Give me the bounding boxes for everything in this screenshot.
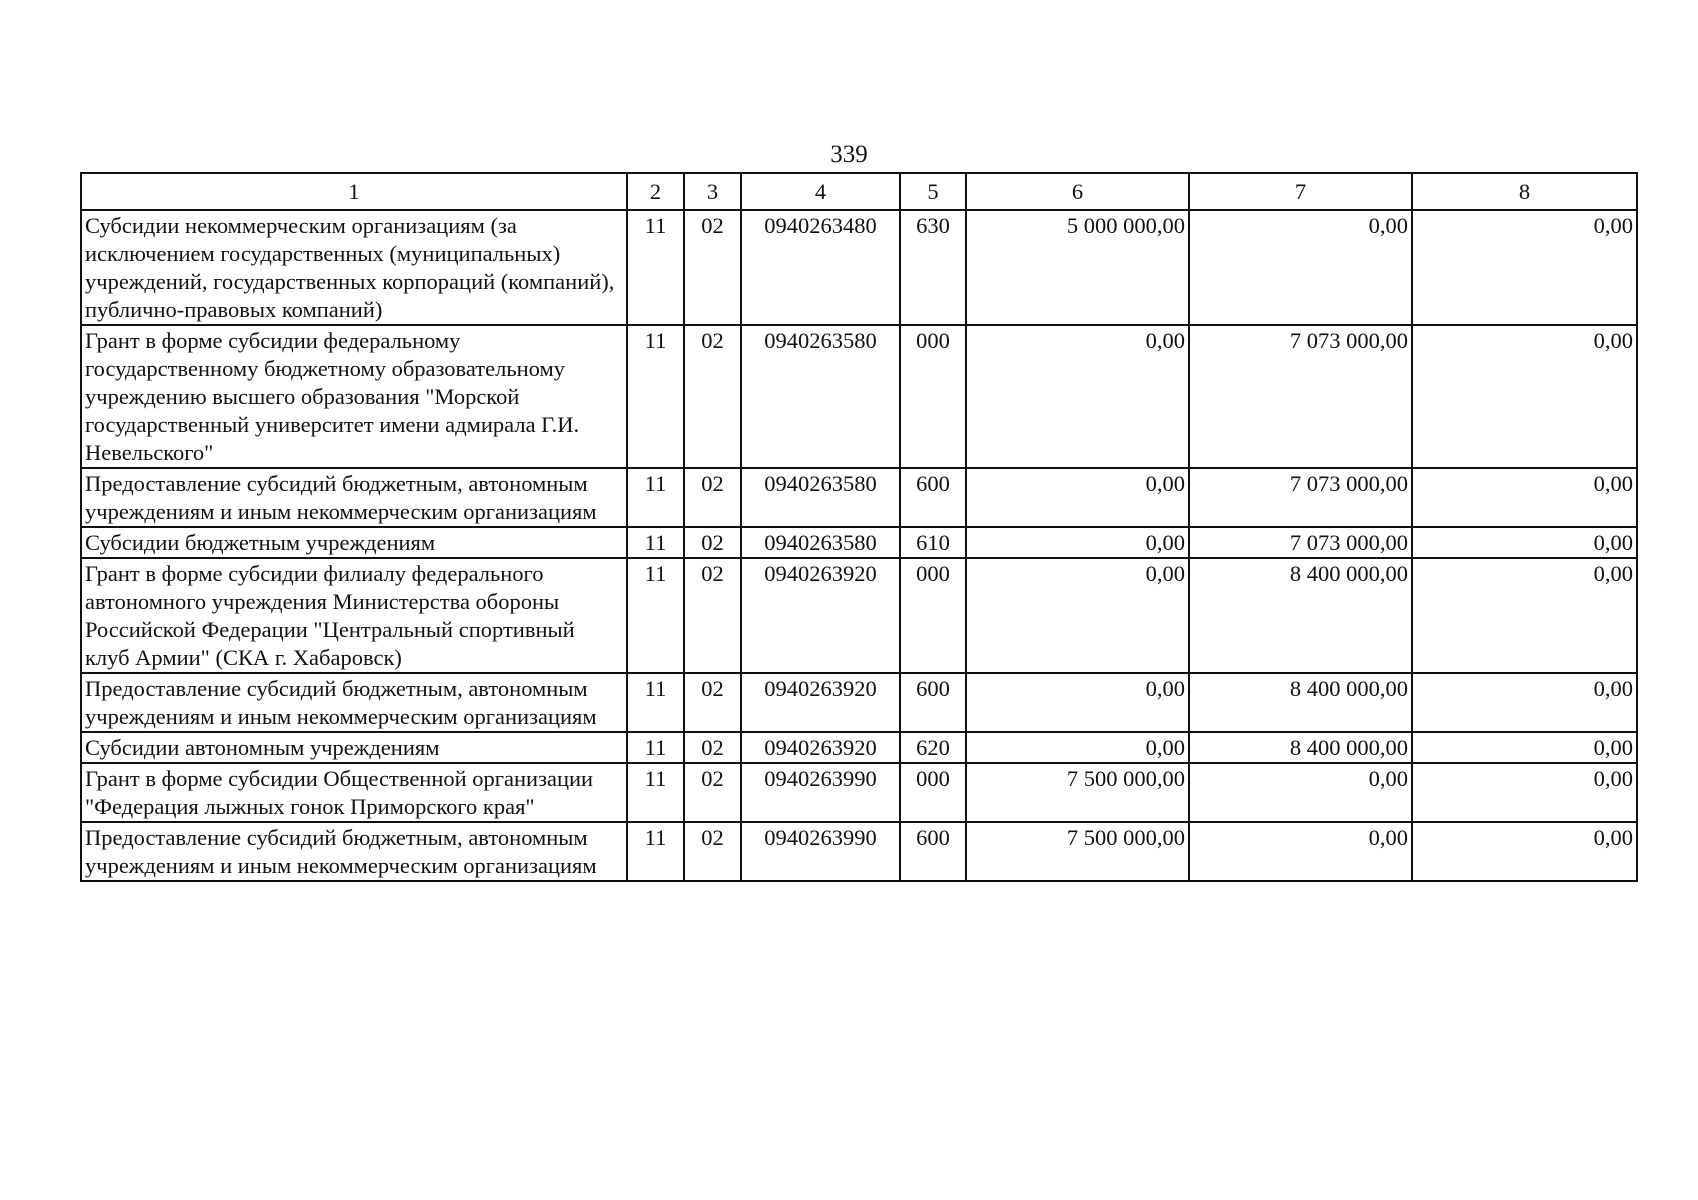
column-header-2: 2: [627, 173, 684, 210]
amount-col-7: 7 073 000,00: [1189, 325, 1412, 468]
expense-type-code: 600: [900, 673, 966, 732]
row-name: Субсидии некоммерческим организациям (за исключением государственных (муниципальных) учреждений, государственных корпораций (компаний), публично-правовых компаний): [81, 210, 627, 325]
section-code: 11: [627, 527, 684, 558]
target-article-code: 0940263580: [741, 527, 900, 558]
column-header-4: 4: [741, 173, 900, 210]
subsection-code: 02: [684, 732, 741, 763]
expense-type-code: 000: [900, 763, 966, 822]
expense-type-code: 630: [900, 210, 966, 325]
amount-col-7: 8 400 000,00: [1189, 558, 1412, 673]
section-code: 11: [627, 673, 684, 732]
header-row: [81, 173, 1637, 210]
amount-col-8: 0,00: [1412, 732, 1637, 763]
section-code: 11: [627, 558, 684, 673]
amount-col-8: 0,00: [1412, 210, 1637, 325]
table-row: [81, 210, 1637, 325]
column-header-1: 1: [81, 173, 627, 210]
subsection-code: 02: [684, 822, 741, 881]
amount-col-8: 0,00: [1412, 673, 1637, 732]
amount-col-6: 0,00: [966, 732, 1189, 763]
expense-type-code: 000: [900, 325, 966, 468]
row-name: Предоставление субсидий бюджетным, автономным учреждениям и иным некоммерческим организациям: [81, 673, 627, 732]
target-article-code: 0940263480: [741, 210, 900, 325]
table-row: [81, 468, 1637, 527]
amount-col-7: 8 400 000,00: [1189, 673, 1412, 732]
amount-col-6: 0,00: [966, 325, 1189, 468]
expense-type-code: 000: [900, 558, 966, 673]
row-name: Грант в форме субсидии Общественной организации "Федерация лыжных гонок Приморского края": [81, 763, 627, 822]
target-article-code: 0940263990: [741, 822, 900, 881]
section-code: 11: [627, 210, 684, 325]
subsection-code: 02: [684, 763, 741, 822]
section-code: 11: [627, 732, 684, 763]
target-article-code: 0940263920: [741, 673, 900, 732]
expense-type-code: 600: [900, 822, 966, 881]
amount-col-6: 7 500 000,00: [966, 763, 1189, 822]
row-name: Предоставление субсидий бюджетным, автономным учреждениям и иным некоммерческим организациям: [81, 822, 627, 881]
subsection-code: 02: [684, 527, 741, 558]
row-name: Субсидии автономным учреждениям: [81, 732, 627, 763]
table-row: [81, 325, 1637, 468]
subsection-code: 02: [684, 558, 741, 673]
expense-type-code: 600: [900, 468, 966, 527]
column-header-3: 3: [684, 173, 741, 210]
subsection-code: 02: [684, 468, 741, 527]
table-row: [81, 558, 1637, 673]
amount-col-6: 7 500 000,00: [966, 822, 1189, 881]
amount-col-6: 0,00: [966, 673, 1189, 732]
amount-col-6: 0,00: [966, 558, 1189, 673]
table-row: [81, 763, 1637, 822]
amount-col-6: 0,00: [966, 527, 1189, 558]
column-header-6: 6: [966, 173, 1189, 210]
section-code: 11: [627, 325, 684, 468]
subsection-code: 02: [684, 210, 741, 325]
amount-col-8: 0,00: [1412, 325, 1637, 468]
amount-col-7: 8 400 000,00: [1189, 732, 1412, 763]
column-header-8: 8: [1412, 173, 1637, 210]
subsection-code: 02: [684, 325, 741, 468]
amount-col-7: 7 073 000,00: [1189, 527, 1412, 558]
amount-col-8: 0,00: [1412, 468, 1637, 527]
target-article-code: 0940263920: [741, 558, 900, 673]
expense-type-code: 610: [900, 527, 966, 558]
amount-col-7: 0,00: [1189, 763, 1412, 822]
table-row: [81, 822, 1637, 881]
column-header-5: 5: [900, 173, 966, 210]
row-name: Предоставление субсидий бюджетным, автономным учреждениям и иным некоммерческим организациям: [81, 468, 627, 527]
amount-col-7: 7 073 000,00: [1189, 468, 1412, 527]
subsection-code: 02: [684, 673, 741, 732]
target-article-code: 0940263580: [741, 468, 900, 527]
table-row: [81, 673, 1637, 732]
amount-col-8: 0,00: [1412, 763, 1637, 822]
section-code: 11: [627, 822, 684, 881]
amount-col-6: 0,00: [966, 468, 1189, 527]
page-number: 339: [830, 141, 868, 168]
amount-col-6: 5 000 000,00: [966, 210, 1189, 325]
table-row: [81, 732, 1637, 763]
amount-col-7: 0,00: [1189, 822, 1412, 881]
amount-col-8: 0,00: [1412, 527, 1637, 558]
row-name: Субсидии бюджетным учреждениям: [81, 527, 627, 558]
table-row: [81, 527, 1637, 558]
row-name: Грант в форме субсидии федеральному государственному бюджетному образовательному учреждению высшего образования "Морской государственный университет имени адмирала Г.И. Невельского": [81, 325, 627, 468]
section-code: 11: [627, 763, 684, 822]
target-article-code: 0940263920: [741, 732, 900, 763]
target-article-code: 0940263580: [741, 325, 900, 468]
budget-table: [80, 172, 1638, 882]
target-article-code: 0940263990: [741, 763, 900, 822]
amount-col-7: 0,00: [1189, 210, 1412, 325]
section-code: 11: [627, 468, 684, 527]
amount-col-8: 0,00: [1412, 822, 1637, 881]
row-name: Грант в форме субсидии филиалу федерального автономного учреждения Министерства обороны Российской Федерации "Центральный спортивный клуб Армии" (СКА г. Хабаровск): [81, 558, 627, 673]
column-header-7: 7: [1189, 173, 1412, 210]
amount-col-8: 0,00: [1412, 558, 1637, 673]
expense-type-code: 620: [900, 732, 966, 763]
